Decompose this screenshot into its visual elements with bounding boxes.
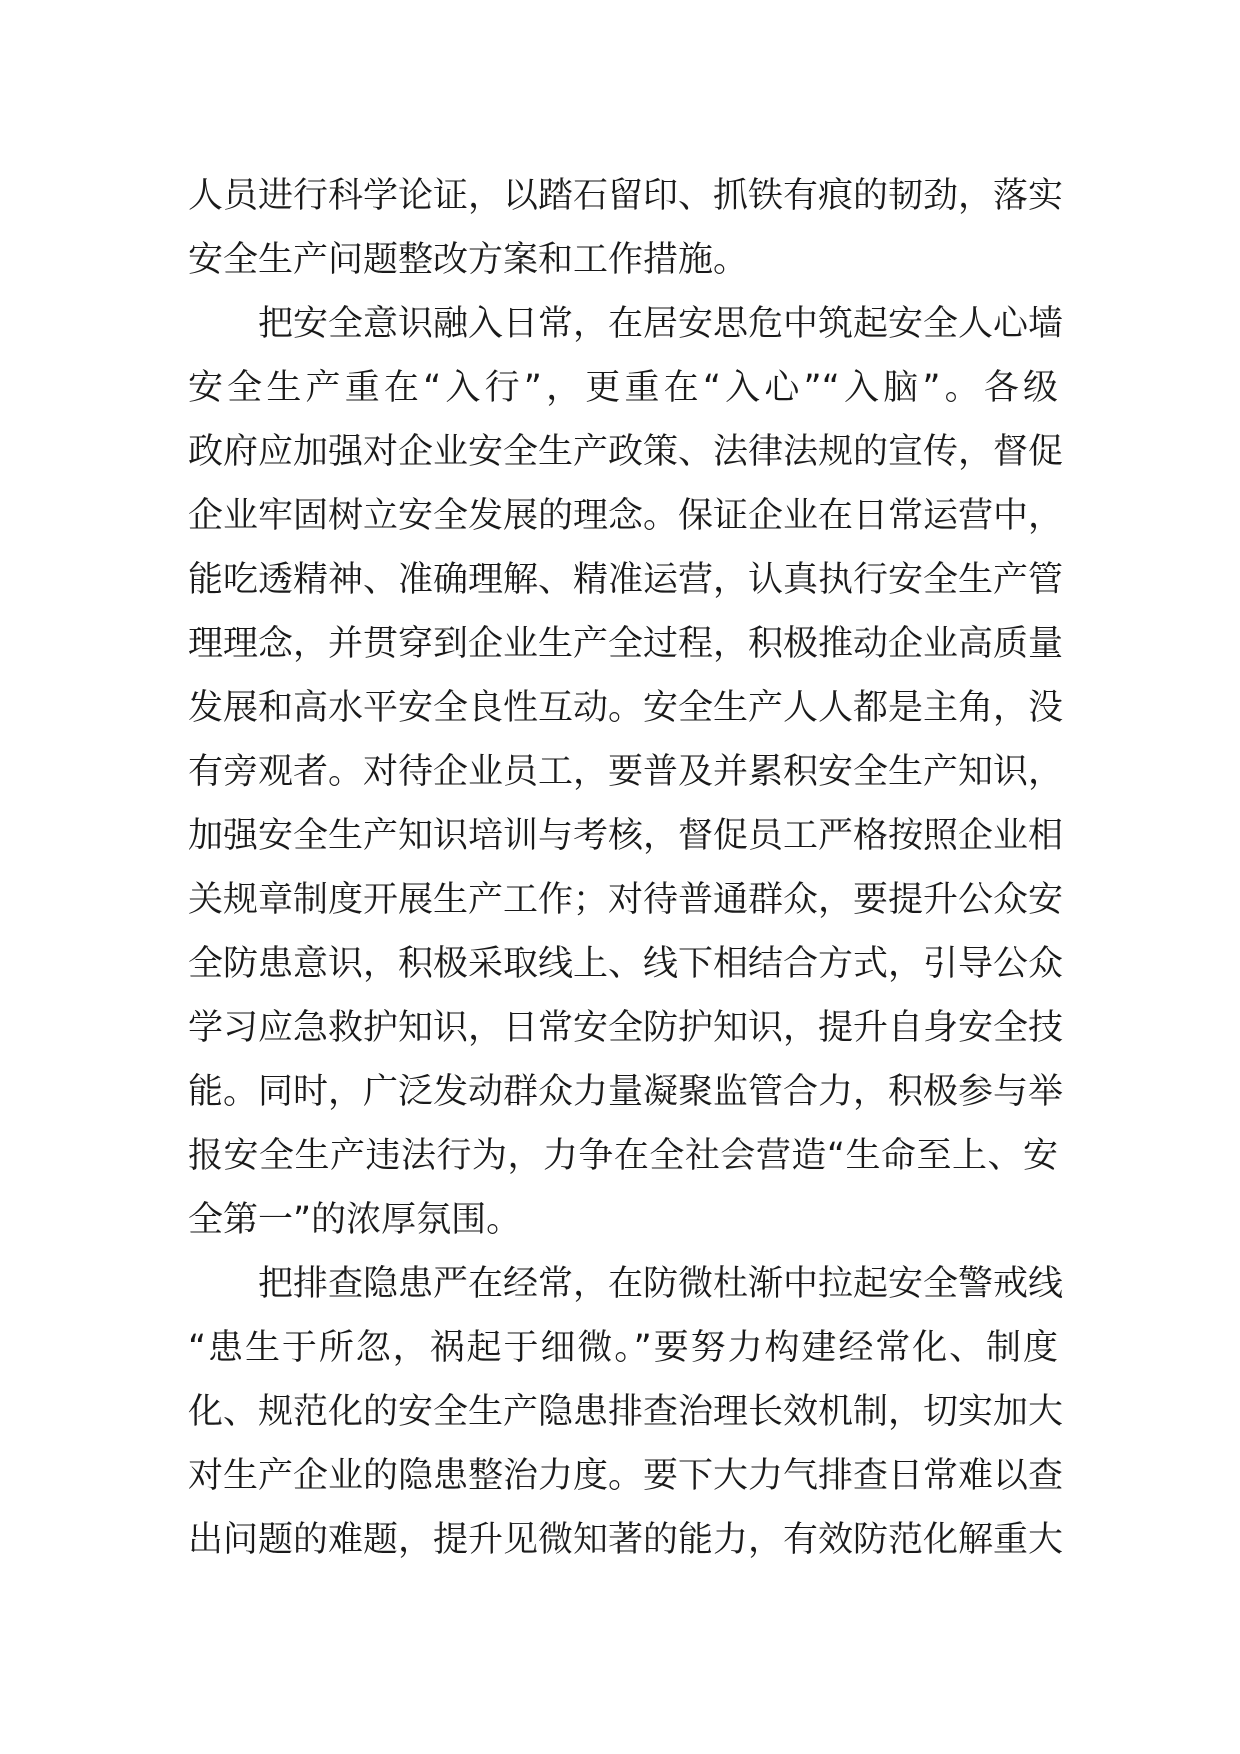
text-line-9: 发展和高水平安全良性互动。安全生产人人都是主角，没 [188,688,1064,728]
text-line-22: 出问题的难题，提升见微知著的能力，有效防范化解重大 [188,1520,1064,1560]
text-line-5: 政府应加强对企业安全生产政策、法律法规的宣传，督促 [188,432,1064,472]
text-line-12: 关规章制度开展生产工作；对待普通群众，要提升公众安 [188,880,1064,920]
text-line-1: 人员进行科学论证，以踏石留印、抓铁有痕的韧劲，落实 [188,176,1064,216]
text-line-21: 对生产企业的隐患整治力度。要下大力气排查日常难以查 [188,1456,1064,1496]
section-heading-1: 把安全意识融入日常，在居安思危中筑起安全人心墙 [258,304,1064,344]
text-line-15: 能。同时，广泛发动群众力量凝聚监管合力，积极参与举 [188,1072,1064,1112]
text-line-11: 加强安全生产知识培训与考核，督促员工严格按照企业相 [188,816,1064,856]
text-line-17: 全第一”的浓厚氛围。 [188,1200,522,1240]
text-line-16: 报安全生产违法行为，力争在全社会营造“生命至上、安 [188,1136,1058,1176]
text-line-2: 安全生产问题整改方案和工作措施。 [188,240,749,280]
text-line-13: 全防患意识，积极采取线上、线下相结合方式，引导公众 [188,944,1064,984]
text-line-14: 学习应急救护知识，日常安全防护知识，提升自身安全技 [188,1008,1064,1048]
section-heading-2: 把排查隐患严在经常，在防微杜渐中拉起安全警戒线 [258,1264,1064,1304]
text-line-19: “患生于所忽，祸起于细微。”要努力构建经常化、制度 [188,1328,1058,1368]
text-line-7: 能吃透精神、准确理解、精准运营，认真执行安全生产管 [188,560,1064,600]
text-line-4: 安全生产重在“入行”，更重在“入心”“入脑”。各级 [188,368,1058,408]
document-body [188,164,1064,1572]
text-line-6: 企业牢固树立安全发展的理念。保证企业在日常运营中， [188,496,1064,536]
text-line-20: 化、规范化的安全生产隐患排查治理长效机制，切实加大 [188,1392,1064,1432]
text-line-8: 理理念，并贯穿到企业生产全过程，积极推动企业高质量 [188,624,1064,664]
text-line-10: 有旁观者。对待企业员工，要普及并累积安全生产知识， [188,752,1064,792]
